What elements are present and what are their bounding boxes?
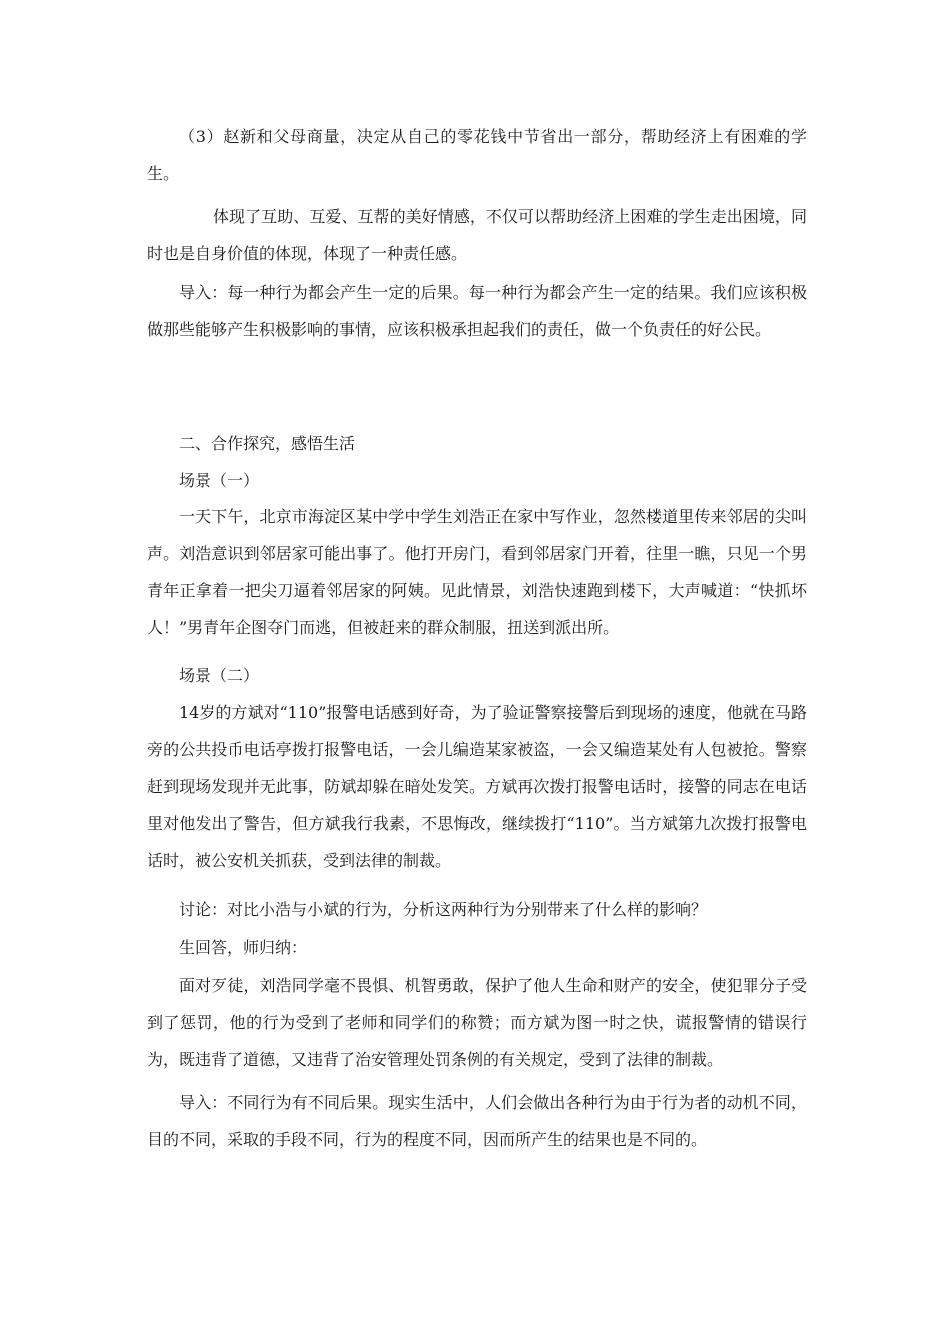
paragraph-item-3: （3）赵新和父母商量，决定从自己的零花钱中节省出一部分，帮助经济上有困难的学生。	[147, 127, 807, 183]
section-heading: 二、合作探究，感悟生活	[179, 434, 356, 453]
answer-body: 面对歹徒，刘浩同学毫不畏惧、机智勇敢，保护了他人生命和财产的安全，使犯罪分子受到了惩罚，他的行为受到了老师和同学们的称赞；而方斌为图一时之快，谎报警情的错误行为，既违背了道德，又违背了治安管理处罚条例的有关规定，受到了法律的制裁。	[147, 976, 807, 1069]
paragraph-intro-different-consequences: 导入：不同行为有不同后果。现实生活中，人们会做出各种行为由于行为者的动机不同，目的不同，采取的手段不同，行为的程度不同，因而所产生的结果也是不同的。	[147, 1093, 807, 1149]
scene-one-title: 场景（一）	[179, 471, 260, 490]
scene-one-body: 一天下午，北京市海淀区某中学中学生刘浩正在家中写作业，忽然楼道里传来邻居的尖叫声。刘浩意识到邻居家可能出事了。他打开房门，看到邻居家门开着，往里一瞧，只见一个男青年正拿着一把尖刀逼着邻居家的阿姨。见此情景，刘浩快速跑到楼下，大声喊道：“快抓坏人！”男青年企图夺门而逃，但被赶来的群众制服，扭送到派出所。	[147, 507, 807, 637]
answer-label: 生回答，师归纳：	[179, 938, 308, 957]
discussion-question: 讨论：对比小浩与小斌的行为，分析这两种行为分别带来了什么样的影响？	[179, 900, 708, 919]
paragraph-sense-of-responsibility: 体现了互助、互爱、互帮的美好情感，不仅可以帮助经济上困难的学生走出困境，同时也是自身价值的体现，体现了一种责任感。	[147, 207, 807, 263]
scene-two-body: 14岁的方斌对“110”报警电话感到好奇，为了验证警察接警后到现场的速度，他就在马路旁的公共投币电话亭拨打报警电话，一会儿编造某家被盗，一会又编造某处有人包被抢。警察赶到现场发现并无此事，防斌却躲在暗处发笑。方斌再次拨打报警电话时，接警的同志在电话里对他发出了警告，但方斌我行我素，不思悔改，继续拨打“110”。当方斌第九次拨打报警电话时，被公安机关抓获，受到法律的制裁。	[147, 703, 807, 870]
scene-two-title: 场景（二）	[179, 666, 260, 685]
paragraph-intro-consequences: 导入：每一种行为都会产生一定的后果。每一种行为都会产生一定的结果。我们应该积极做那些能够产生积极影响的事情，应该积极承担起我们的责任，做一个负责任的好公民。	[147, 283, 807, 339]
